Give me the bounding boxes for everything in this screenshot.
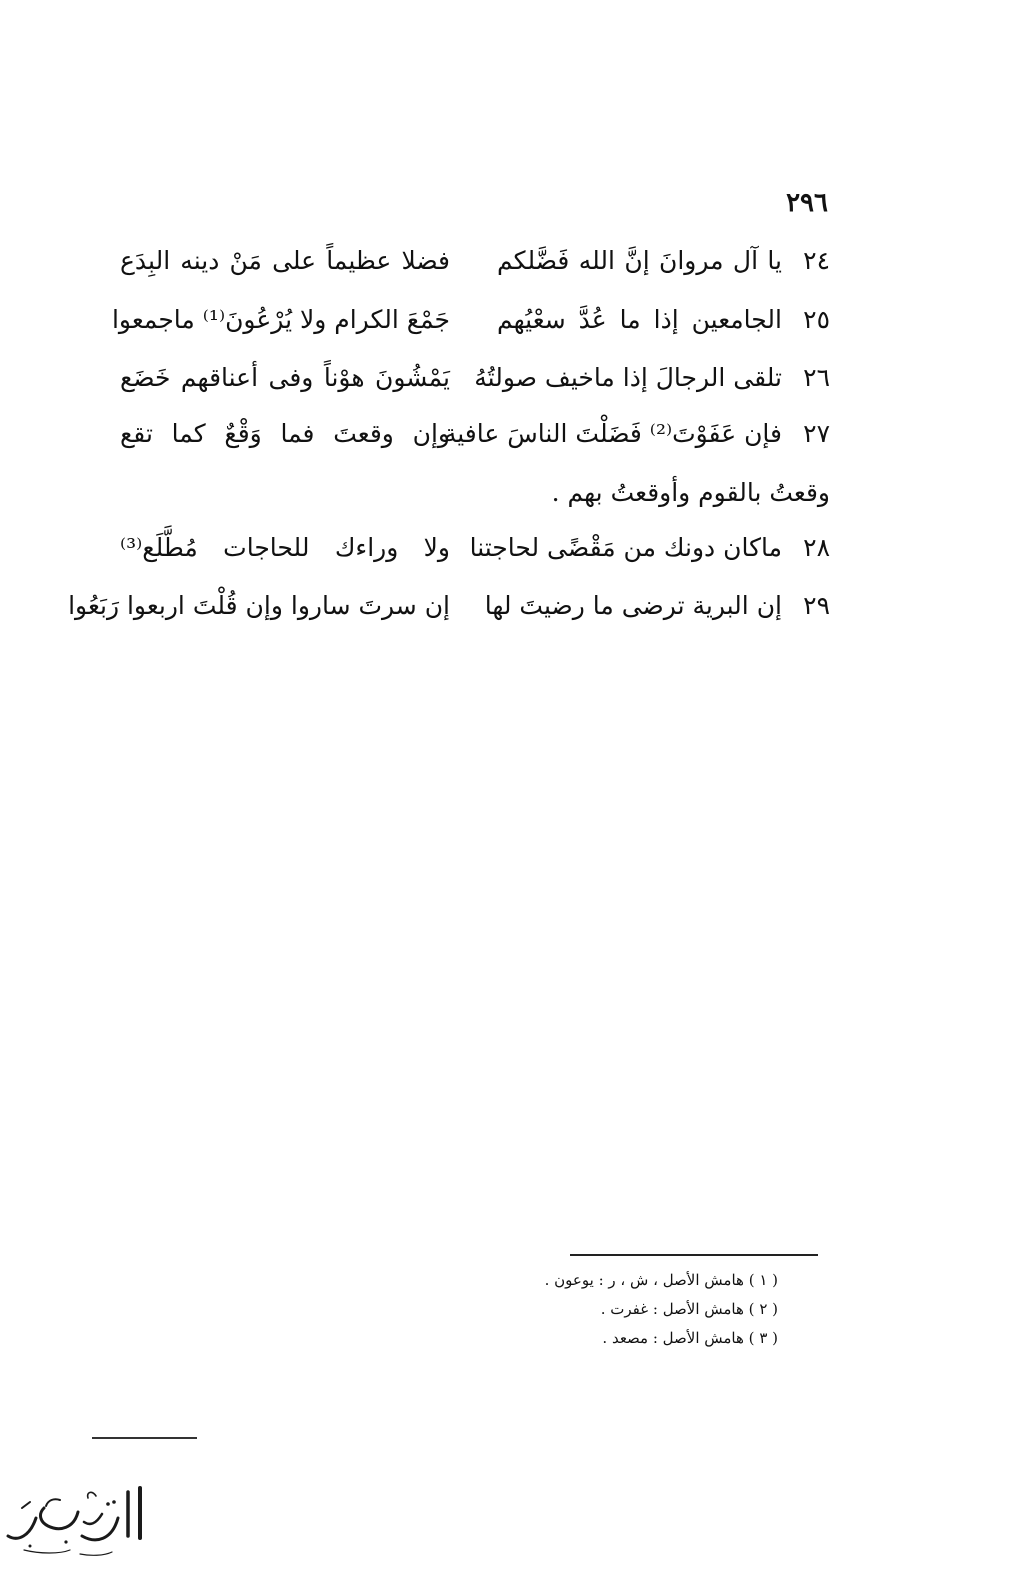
verse-29 — [68, 583, 830, 629]
verse-first-hemistich: إن البرية ترضى ما رضيتَ لها — [484, 591, 782, 620]
verse-25 — [111, 297, 830, 343]
footnotes — [448, 1266, 778, 1353]
verse-number: ٢٧ — [803, 419, 830, 448]
footnote-2: ( ٢ ) هامش الأصل : غفرت . — [600, 1300, 778, 1318]
footnote-divider — [570, 1254, 818, 1256]
verse-number: ٢٥ — [803, 305, 830, 334]
verse-first-hemistich: تلقى الرجالَ إذا ماخيف صولتُهُ — [474, 363, 782, 392]
verse-28 — [120, 525, 830, 571]
verse-second-hemistich: إن سرتَ ساروا وإن قُلْتَ اربعوا رَبَعُوا — [68, 591, 450, 620]
bottom-divider — [92, 1437, 197, 1439]
verse-second-hemistich: فضلا عظيماً على مَنْ دينه البِدَع — [120, 246, 450, 275]
verse-number: ٢٩ — [803, 591, 830, 620]
verse-27 — [120, 411, 830, 457]
verse-24 — [120, 238, 830, 284]
verse-number: ٢٤ — [803, 246, 830, 275]
verse-first-hemistich: ماكان دونك من مَقْضًى لحاجتنا — [469, 533, 782, 562]
verse-number: ٢٦ — [803, 363, 830, 392]
verse-first-hemistich: يا آل مروانَ إنَّ الله فَضَّلكم — [497, 246, 782, 275]
verse-second-hemistich: جَمْعَ الكرام ولا يُرْعُونَ⁽¹⁾ ماجمعوا — [111, 305, 450, 334]
verse-first-hemistich: الجامعين إذا ما عُدَّ سعْيُهم — [497, 305, 782, 334]
verse-first-hemistich: فإن عَفَوْتَ⁽²⁾ فَضَلْتَ الناسَ عافية — [443, 419, 782, 448]
calligraphy-watermark-logo — [0, 1478, 155, 1568]
verse-27-continuation: وقعتُ بالقوم وأوقعتُ بهم . — [551, 478, 830, 507]
verse-second-hemistich: يَمْشُونَ هوْناً وفى أعناقهم خَضَع — [120, 363, 450, 392]
verse-second-hemistich: ولا وراءك للحاجات مُطَّلَع⁽³⁾ — [120, 533, 450, 562]
verse-number: ٢٨ — [803, 533, 830, 562]
verse-second-hemistich: وإن وقعتَ فما وَقْعٌ كما تقع — [120, 419, 450, 448]
verse-26 — [120, 355, 830, 401]
footnote-3: ( ٣ ) هامش الأصل : مصعد . — [602, 1329, 778, 1347]
footnote-1: ( ١ ) هامش الأصل ، ش ، ر : يوعون . — [544, 1271, 778, 1289]
page-number: ٢٩٦ — [786, 188, 828, 218]
